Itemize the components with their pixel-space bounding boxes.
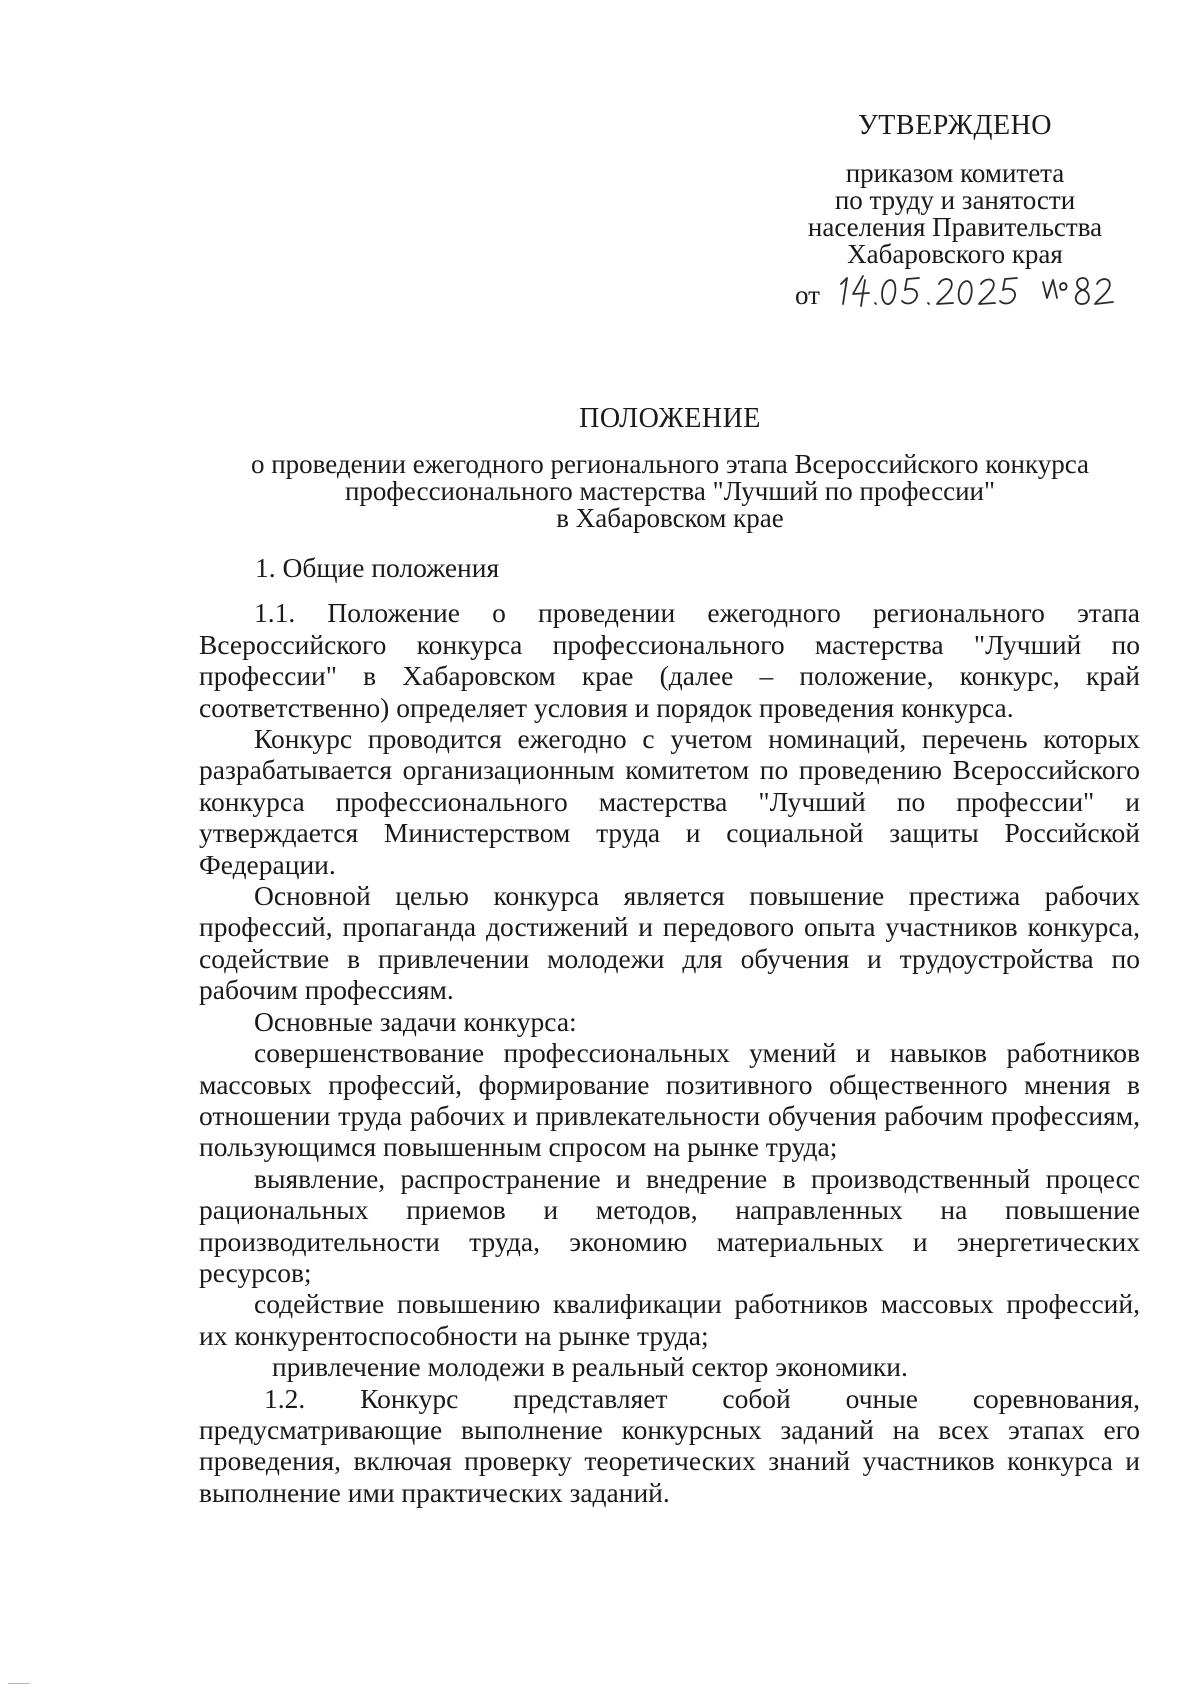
paragraph: 1.1. Положение о проведении ежегодного регионального этапа Всероссийского конкурса профессионального мастерства "Лучший по профессии" в Хабаровском крае (далее – положение, конкурс, край соответственно) определяет условия и порядок проведения конкурса. bbox=[199, 597, 1140, 723]
scan-edge-mark bbox=[8, 1683, 30, 1684]
approval-line: по труду и занятости bbox=[834, 185, 1076, 215]
approval-date bbox=[795, 266, 1155, 316]
document-title-block bbox=[200, 405, 1140, 532]
paragraph: Конкурс проводится ежегодно с учетом номинаций, перечень которых разрабатывается организационным комитетом по проведению Всероссийского конкурса профессионального мастерства "Лучший по профессии" и утверждается Министерством труда и социальной защиты Российской Федерации. bbox=[199, 723, 1140, 880]
list-item: содействие повышению квалификации работников массовых профессий, их конкурентоспособности на рынке труда; bbox=[199, 1288, 1140, 1351]
approval-stamp: УТВЕРЖДЕНО bbox=[857, 110, 1053, 141]
approval-block bbox=[770, 112, 1140, 268]
list-item: выявление, распространение и внедрение в производственный процесс рациональных приемов и методов, направленных на повышение производительности труда, экономию материальных и энергетических ресурсов; bbox=[199, 1162, 1140, 1288]
document-subtitle-line: профессионального мастерства "Лучший по профессии" bbox=[344, 476, 995, 506]
document-body bbox=[199, 552, 1140, 1508]
date-prefix: от bbox=[795, 280, 820, 310]
paragraph: 1.2. Конкурс представляет собой очные соревнования, предусматривающие выполнение конкурсных заданий на всех этапах его проведения, включая проверку теоретических знаний участников конкурса и выполнение ими практических заданий. bbox=[199, 1382, 1140, 1508]
approval-line: Хабаровского края bbox=[847, 239, 1063, 269]
paragraph: Основной целью конкурса является повышение престижа рабочих профессий, пропаганда достижений и передового опыта участников конкурса, содействие в привлечении молодежи для обучения и трудоустройства по рабочим профессиям. bbox=[199, 880, 1140, 1006]
handwritten-date-signature bbox=[835, 266, 1135, 314]
document-subtitle-line: о проведении ежегодного регионального этапа Всероссийского конкурса bbox=[250, 449, 1089, 479]
section-heading: 1. Общие положения bbox=[255, 552, 500, 583]
approval-line: населения Правительства bbox=[807, 212, 1103, 242]
paragraph: Основные задачи конкурса: bbox=[254, 1005, 577, 1037]
approval-line: приказом комитета bbox=[845, 158, 1065, 188]
list-item: совершенствование профессиональных умений и навыков работников массовых профессий, формирование позитивного общественного мнения в отношении труда рабочих и привлекательности обучения рабочим профессиям, пользующимся повышенным спросом на рынке труда; bbox=[199, 1037, 1140, 1163]
document-title: ПОЛОЖЕНИЕ bbox=[579, 403, 761, 434]
list-item: привлечение молодежи в реальный сектор экономики. bbox=[272, 1351, 908, 1383]
document-subtitle-line: в Хабаровском крае bbox=[556, 503, 784, 533]
